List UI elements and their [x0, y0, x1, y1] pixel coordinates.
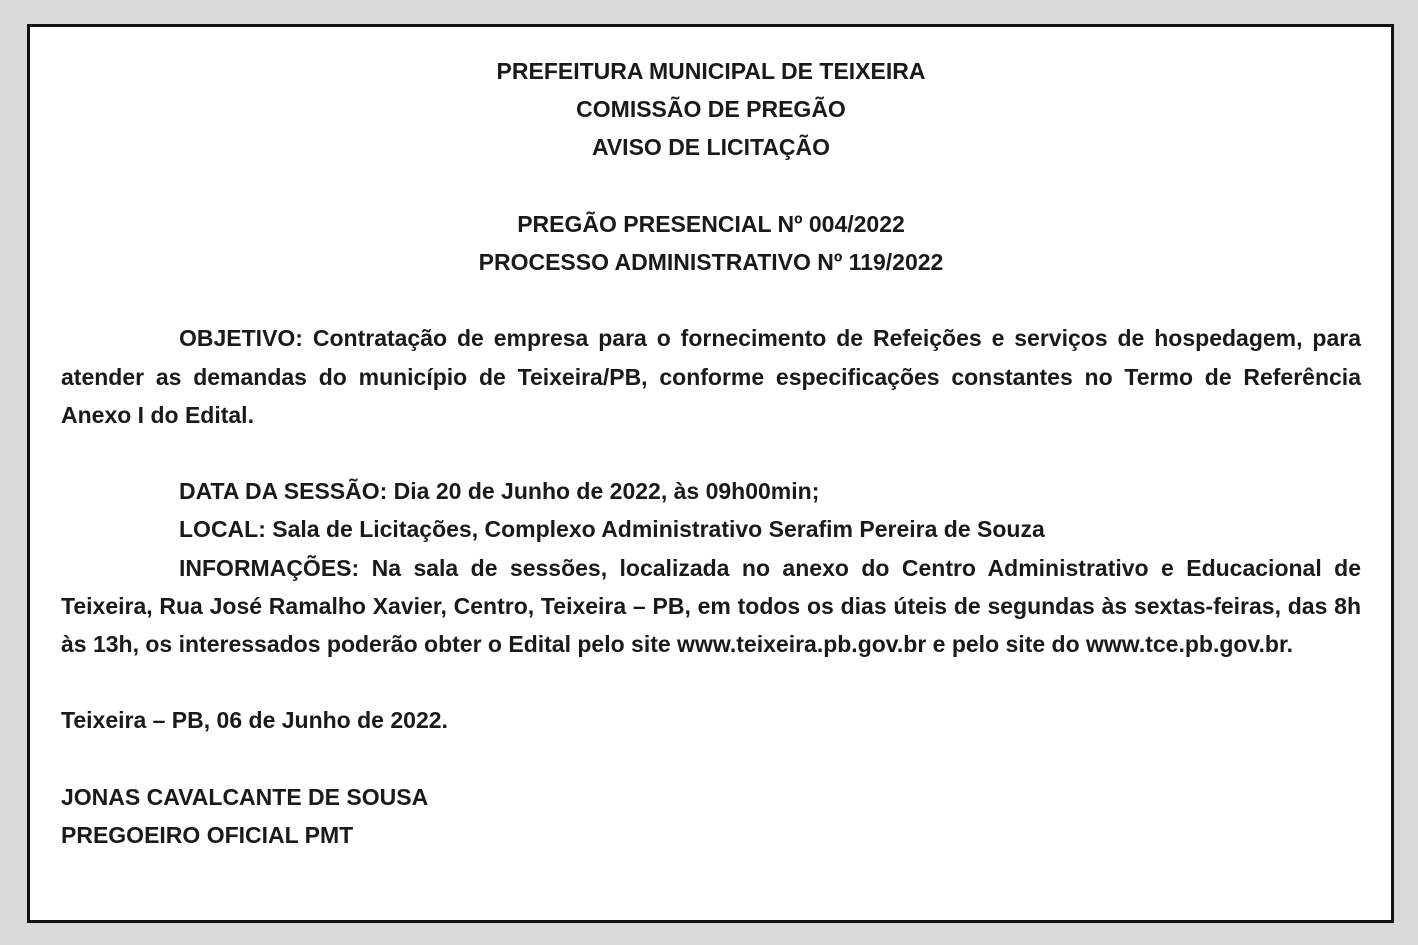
signature-role: PREGOEIRO OFICIAL PMT [61, 821, 354, 848]
header-aviso: AVISO DE LICITAÇÃO [591, 134, 831, 161]
processo-number: PROCESSO ADMINISTRATIVO Nº 119/2022 [478, 249, 944, 275]
header-prefeitura: PREFEITURA MUNICIPAL DE TEIXEIRA [496, 58, 926, 84]
sessao-label: DATA DA SESSÃO: [179, 478, 388, 505]
spacer [61, 740, 1361, 778]
notice-frame [27, 24, 1394, 923]
header-comissao: COMISSÃO DE PREGÃO [576, 96, 846, 123]
objetivo-paragraph [61, 319, 1361, 434]
sessao-text: Dia 20 de Junho de 2022, às 09h00min; [393, 478, 820, 505]
spacer [61, 663, 1361, 701]
informacoes-text: Na sala de sessões, localizada no anexo do Centro Administrativo e Educacional de Teixeira, Rua José Ramalho Xavier, Centro, Teixeira – PB, em todos os dias úteis de segundas às sextas-feiras, das 8h às 13h, os interessados poderão obter o Edital pelo site www.teixeira.pb.gov.br e pelo site do www.tce.pb.gov.br. [61, 554, 1361, 657]
objetivo-text: Contratação de empresa para o fornecimento de Refeições e serviços de hospedagem, para atender as demandas do município de Teixeira/PB, conforme especificações constantes no Termo de Referência Anexo I do Edital. [61, 325, 1361, 428]
spacer [61, 281, 1361, 319]
pregao-number: PREGÃO PRESENCIAL Nº 004/2022 [517, 210, 905, 237]
date-line: Teixeira – PB, 06 de Junho de 2022. [61, 707, 448, 734]
local-label: LOCAL: [179, 516, 266, 543]
informacoes-label: INFORMAÇÕES: [179, 554, 360, 581]
objetivo-label: OBJETIVO: [179, 325, 303, 352]
local-text: Sala de Licitações, Complexo Administrativo Serafim Pereira de Souza [272, 516, 1045, 543]
signature-name: JONAS CAVALCANTE DE SOUSA [61, 783, 429, 810]
informacoes-paragraph [61, 549, 1361, 664]
spacer [61, 434, 1361, 472]
notice-body [61, 52, 1361, 854]
sessao-paragraph [61, 472, 1361, 510]
spacer [61, 167, 1361, 205]
local-paragraph [61, 510, 1361, 548]
